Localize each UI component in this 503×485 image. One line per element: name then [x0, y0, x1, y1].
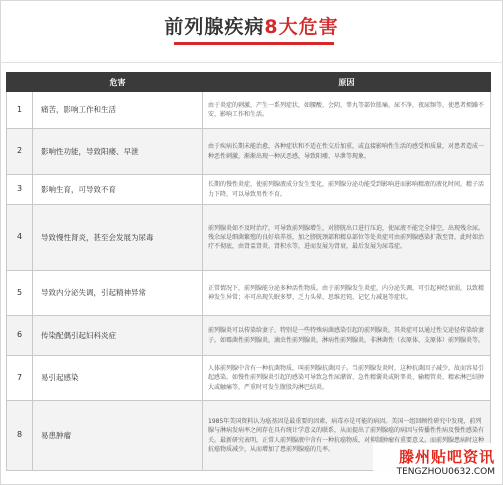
header-no	[7, 73, 33, 92]
table-row	[7, 175, 491, 205]
hazard-name: 导致慢性肾炎，甚至会发展为尿毒	[33, 205, 203, 271]
row-number: 1	[7, 92, 33, 129]
hazard-name: 传染配偶引起妇科炎症	[33, 316, 203, 356]
table-row	[7, 271, 491, 316]
row-number: 3	[7, 175, 33, 205]
hazard-reason: 前列腺炎如不及时治疗，可导致前列腺增生，对膀胱出口进行压迫，使尿液不能完全排空，出现残余尿。残余尿是细菌繁殖的良好培养基，加之膀胱颈部和精阜部位等处炎症可由前列腺感染扩散至肾，此时如治疗不彻底，由肾盂肾炎、肾积水等，进而发展为肾衰，最后发展为尿毒症。	[203, 205, 491, 271]
watermark-text: 滕州贴吧资讯	[398, 448, 495, 466]
hazard-reason: 由于炎症的刺激，产生一系列症状，如腰酸、会阴、睾丸等部位胀痛，尿不净，夜尿频等，使患者烦躁不安，影响工作和生活。	[203, 92, 491, 129]
hazard-reason: 前列腺炎可以传染给妻子，特别是一些特殊病菌感染引起的前列腺炎，其炎症可以通过性交途径传染给妻子。如霉菌性前列腺炎，滴虫性前列腺炎，淋病性前列腺炎，非淋菌性（衣原体、支原体）前列腺炎等。	[203, 316, 491, 356]
hazards-table	[6, 72, 491, 471]
page-title	[0, 12, 503, 39]
table-row	[7, 205, 491, 271]
row-number: 5	[7, 271, 33, 316]
row-number: 2	[7, 129, 33, 175]
hazard-name: 易患肿瘤	[33, 401, 203, 471]
title-accent: 8大危害	[264, 16, 339, 38]
watermark-url: TENGZHOU0632.COM	[396, 467, 495, 477]
row-number: 6	[7, 316, 33, 356]
table-row	[7, 92, 491, 129]
hazard-name: 影响性功能，导致阳痿、早泄	[33, 129, 203, 175]
hazard-reason: 长期的慢性炎症，使前列腺液成分发生变化，前列腺分泌功能受到影响进而影响精液的液化时间，精子活力下降，可以导致男性不育。	[203, 175, 491, 205]
row-number: 4	[7, 205, 33, 271]
hazard-reason: 由于疾病长期未能治愈，各种症状和不适在性交后加重，或直接影响性生活的感受和质量，对患者造成一种恶性刺激，渐渐出现一种厌恶感，导致阳痿、早泄等现象。	[203, 129, 491, 175]
hazard-reason: 人体前列腺中含有一种抗菌物质，叫前列腺抗菌因子。当前列腺发炎时，这种抗菌因子减少，故而容易引起感染。如慢性前列腺炎引起的感染可导致急性尿潴留、急性精囊炎或附睾炎、输精管炎、精索淋巴结肿大或触痛等，严重时可发生腹股沟淋巴结炎。	[203, 356, 491, 401]
title-main: 前列腺疾病	[164, 16, 265, 38]
table-row	[7, 316, 491, 356]
table-row	[7, 129, 491, 175]
header-reason: 原因	[203, 73, 491, 92]
hazard-reason: 正常情况下，前列腺能分泌多种活性物质。由于前列腺发生炎症，内分泌失调，可引起神经衰弱，以致精神发生异常；亦可出现失眠多梦、乏力头晕、思维迟钝、记忆力减退等症状。	[203, 271, 491, 316]
row-number: 7	[7, 356, 33, 401]
hazard-name: 痛苦，影响工作和生活	[33, 92, 203, 129]
hazard-reason: 1985年美国资料认为癌基因是最重要的因素，病毒亦是可能的病因。美国一组回顾性研究中发现，前列腺与淋病发病率之间存在具有统计学意义的联系，从而提出了前列腺癌的病因与传播性性病及慢性感染有关。最新研究表明，正常人前列腺液中含有一种抗癌物质，对抑制肿瘤有重要意义。而前列腺患病时这种抗癌物质减少，从而增加了患前列腺癌的几率。	[203, 401, 491, 471]
hazard-name: 导致内分泌失调，引起精神异常	[33, 271, 203, 316]
table-header-row	[7, 73, 491, 92]
header-hazard: 危害	[33, 73, 203, 92]
hazard-name: 易引起感染	[33, 356, 203, 401]
divider	[0, 62, 503, 63]
row-number: 8	[7, 401, 33, 471]
table-row	[7, 356, 491, 401]
title-underline	[174, 42, 334, 45]
hazard-name: 影响生育，可导致不育	[33, 175, 203, 205]
